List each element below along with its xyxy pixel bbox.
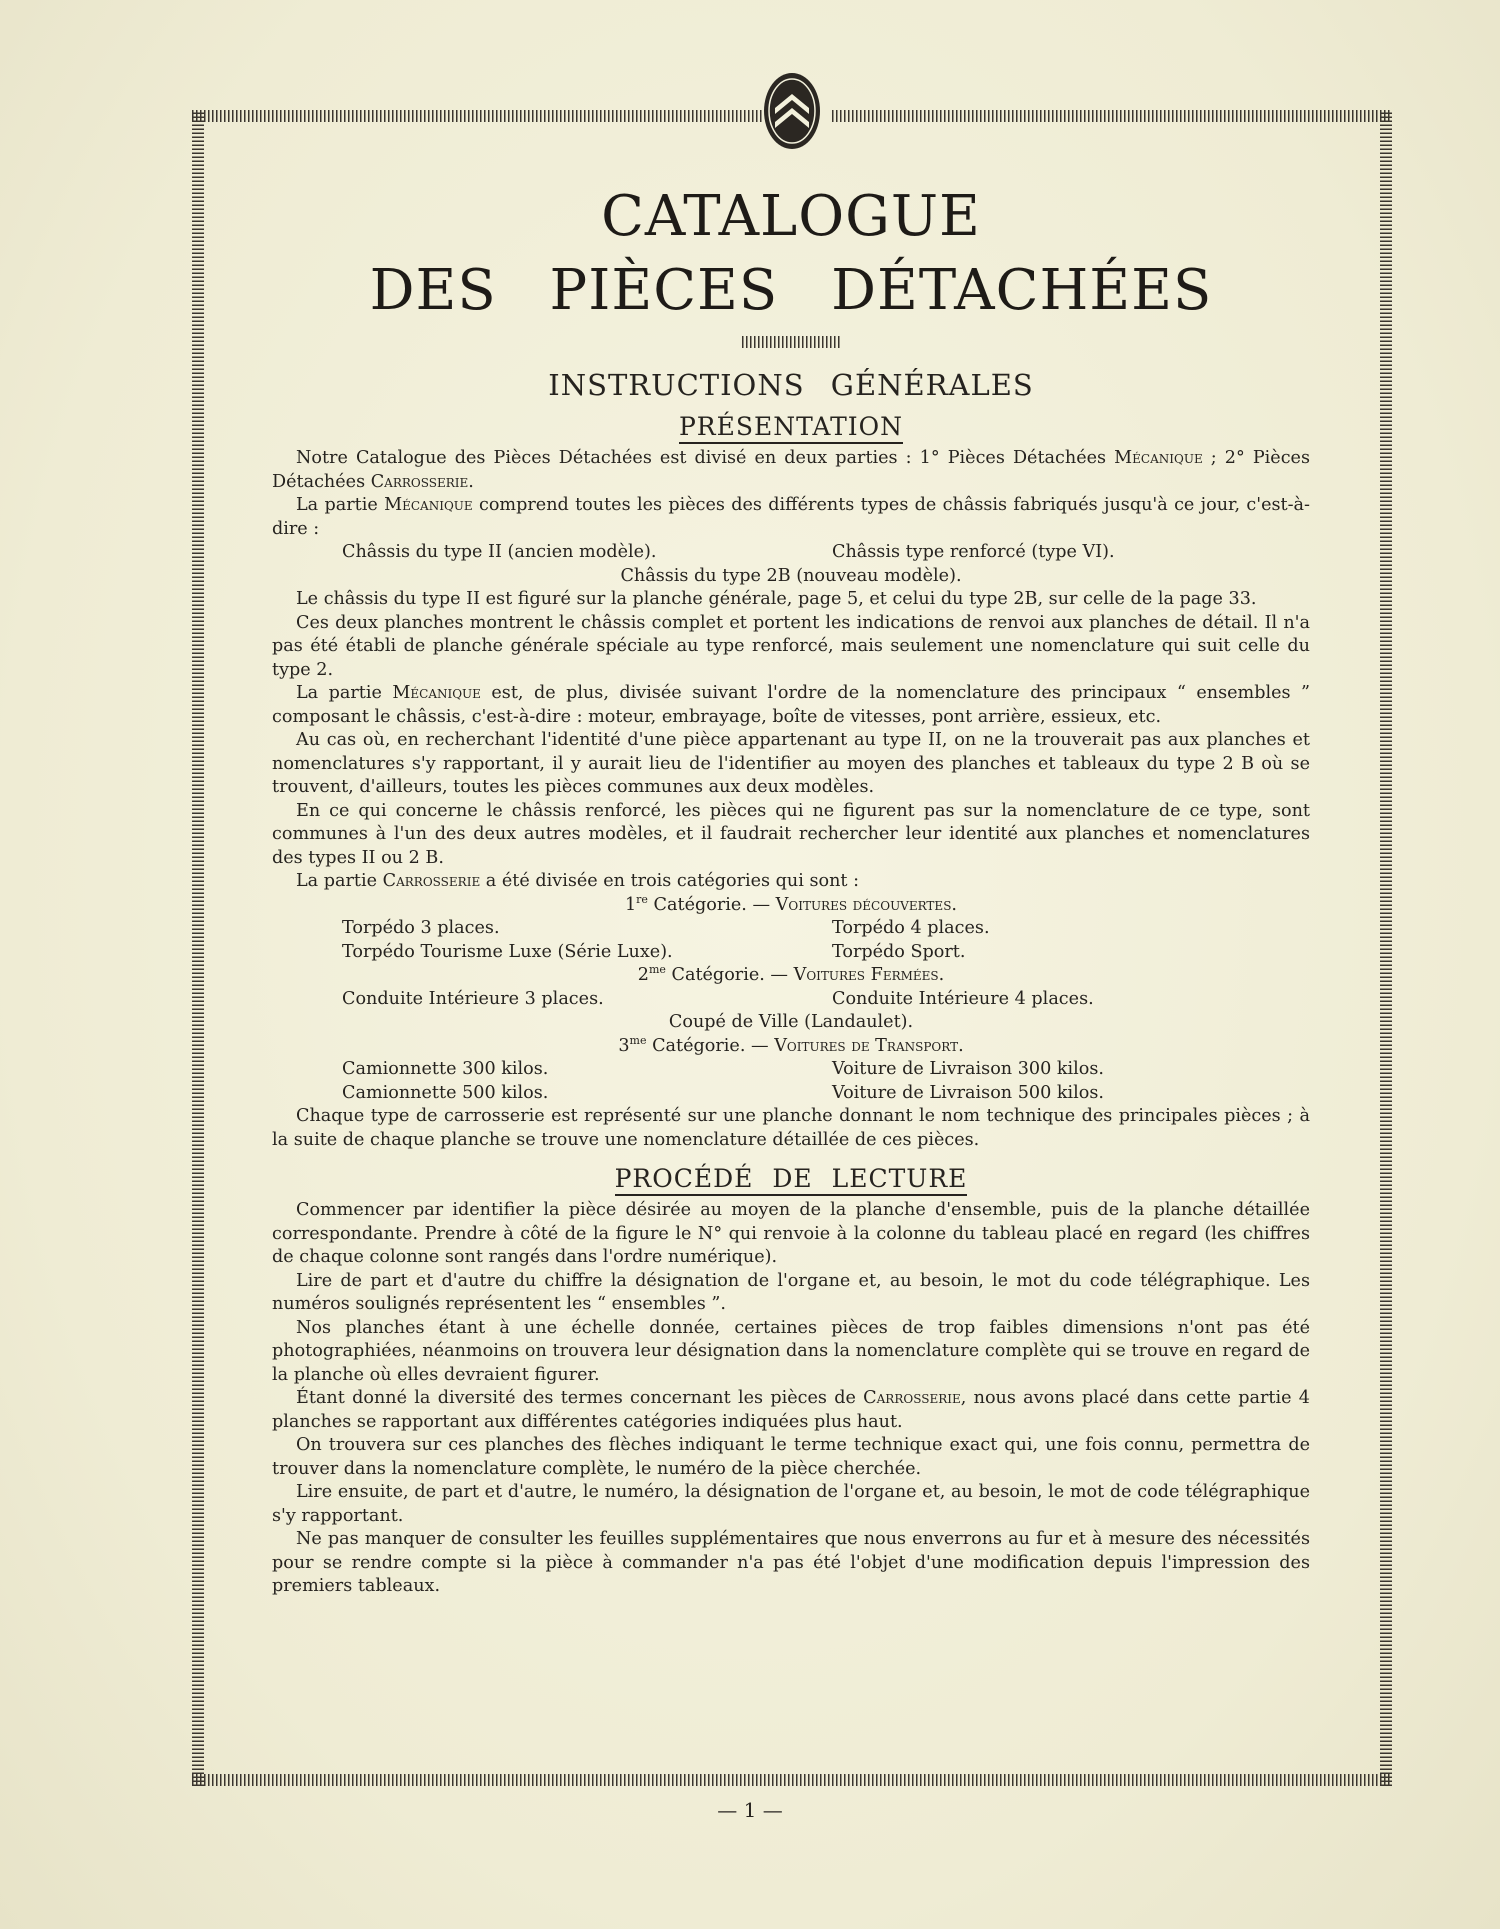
list-item: Châssis du type 2B (nouveau modèle). xyxy=(620,565,962,586)
list-item: Châssis type renforcé (type VI). xyxy=(832,542,1115,562)
page-number: — 1 — xyxy=(717,1798,783,1822)
list-item: Châssis du type II (ancien modèle). xyxy=(342,542,657,562)
paragraph: La partie Mécanique comprend toutes les pièces des différents types de châssis fabriqués jusqu'à ce jour, c'est-à-dire : xyxy=(272,495,1310,539)
category-heading: $2^{me}$ Catégorie. — Voitures Fermées. xyxy=(637,963,945,985)
category-row xyxy=(272,941,1310,965)
paragraph: Commencer par identifier la pièce désirée au moyen de la planche d'ensemble, puis de la planche détaillée correspondante. Prendre à côté de la figure le N° qui renvoie à la colonne du tableau placé en regard (les chiffres de chaque colonne sont rangés dans l'ordre numérique). xyxy=(272,1200,1310,1267)
list-item: Conduite Intérieure 4 places. xyxy=(832,988,1094,1009)
border-right xyxy=(1380,110,1392,1786)
border-bottom xyxy=(192,1774,1392,1786)
list-item: Camionnette 500 kilos. xyxy=(342,1082,549,1103)
instructions-heading: INSTRUCTIONS GÉNÉRALES xyxy=(548,368,1034,402)
list-item: Torpédo Sport. xyxy=(832,941,966,962)
list-item: Voiture de Livraison 500 kilos. xyxy=(832,1082,1105,1103)
paragraph: Lire de part et d'autre du chiffre la désignation de l'organe et, au besoin, le mot du code télégraphique. Les numéros soulignés représentent les “ ensembles ”. xyxy=(272,1270,1310,1314)
paragraph: La partie Carrosserie a été divisée en trois catégories qui sont : xyxy=(296,871,860,891)
border-top-right xyxy=(832,110,1392,122)
paragraph: Ces deux planches montrent le châssis complet et portent les indications de renvoi aux planches de détail. Il n'a pas été établi de planche générale spéciale au type renforcé, mais seulement une nomenclature qui suit celle du type 2. xyxy=(272,612,1310,680)
list-item: Torpédo Tourisme Luxe (Série Luxe). xyxy=(342,941,673,962)
list-item: Torpédo 3 places. xyxy=(342,918,500,938)
citroen-chevron-logo xyxy=(761,70,823,152)
category-row xyxy=(272,988,1310,1012)
paragraph: Chaque type de carrosserie est représenté sur une planche donnant le nom technique des principales pièces ; à la suite de chaque planche se trouve une nomenclature détaillée de ces pièces. xyxy=(272,1106,1310,1150)
paragraph: Notre Catalogue des Pièces Détachées est divisé en deux parties : 1° Pièces Détachées Mécanique ; 2° Pièces Détachées Carrosserie. xyxy=(272,448,1310,492)
list-item: Coupé de Ville (Landaulet). xyxy=(668,1012,914,1032)
page-content xyxy=(272,180,1310,1599)
paragraph: En ce qui concerne le châssis renforcé, les pièces qui ne figurent pas sur la nomenclature de ce type, sont communes à l'un des deux autres modèles, et il faudrait rechercher leur identité aux planches et nomenclatures des types II ou 2 B. xyxy=(272,800,1310,868)
border-top-left xyxy=(192,110,762,122)
category-heading: 1re Catégorie. — Voitures découvertes. xyxy=(624,892,958,915)
title-line-2: DES PIÈCES DÉTACHÉES xyxy=(369,258,1213,323)
category-row xyxy=(272,917,1310,941)
list-item: Voiture de Livraison 300 kilos. xyxy=(832,1059,1105,1079)
paragraph: Nos planches étant à une échelle donnée, certaines pièces de trop faibles dimensions n'ont pas été photographiées, néanmoins on trouvera leur désignation dans la nomenclature complète qui se trouve en regard de la planche où elles devraient figurer. xyxy=(272,1317,1310,1385)
paragraph: Étant donné la diversité des termes concernant les pièces de Carrosserie, nous avons placé dans cette partie 4 planches se rapportant aux différentes catégories indiquées plus haut. xyxy=(272,1388,1310,1432)
category-heading: $3^{me}$ Catégorie. — Voitures de Transport. xyxy=(618,1033,964,1056)
category-row xyxy=(272,1082,1310,1106)
paragraph: La partie Mécanique est, de plus, divisée suivant l'ordre de la nomenclature des principaux “ ensembles ” composant le châssis, c'est-à-dire : moteur, embrayage, boîte de vitesses, pont arrière, essieux, etc. xyxy=(272,683,1310,727)
lecture-heading: PROCÉDÉ DE LECTURE xyxy=(272,1164,1310,1193)
list-item: Conduite Intérieure 3 places. xyxy=(342,988,604,1009)
paragraph: On trouvera sur ces planches des flèches indiquant le terme technique exact qui, une fois connu, permettra de trouver dans la nomenclature complète, le numéro de la pièce cherchée. xyxy=(272,1435,1310,1479)
list-item: Camionnette 300 kilos. xyxy=(342,1059,549,1079)
paragraph: Le châssis du type II est figuré sur la planche générale, page 5, et celui du type 2B, sur celle de la page 33. xyxy=(296,589,1257,609)
chassis-list-row xyxy=(272,541,1310,565)
paragraph: Au cas où, en recherchant l'identité d'une pièce appartenant au type II, on ne la trouverait pas aux planches et nomenclatures s'y rapportant, il y aurait lieu de l'identifier au moyen des planches et tableaux du type 2 B où se trouvent, d'ailleurs, toutes les pièces communes aux deux modèles. xyxy=(272,730,1310,797)
category-row xyxy=(272,1058,1310,1082)
border-left xyxy=(192,110,204,1786)
title-line-1: CATALOGUE xyxy=(601,184,981,249)
presentation-heading: PRÉSENTATION xyxy=(272,412,1310,441)
paragraph: Lire ensuite, de part et d'autre, le numéro, la désignation de l'organe et, au besoin, le mot de code télégraphique s'y rapportant. xyxy=(272,1482,1310,1526)
title-separator xyxy=(742,336,840,348)
catalogue-title xyxy=(272,180,1310,328)
paragraph: Ne pas manquer de consulter les feuilles supplémentaires que nous enverrons au fur et à mesure des nécessités pour se rendre compte si la pièce à commander n'a pas été l'objet d'une modification depuis l'impression des premiers tableaux. xyxy=(272,1529,1310,1596)
list-item: Torpédo 4 places. xyxy=(832,918,990,938)
